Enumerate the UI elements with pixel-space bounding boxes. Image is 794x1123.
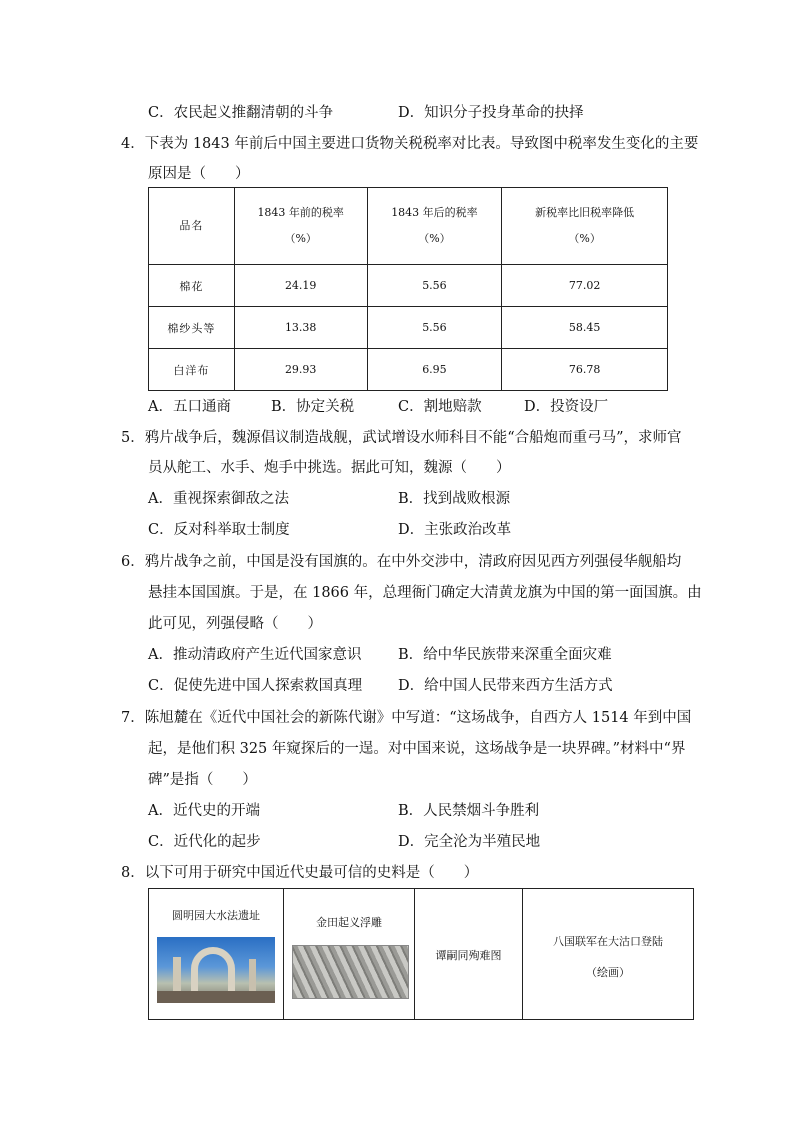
table-cell: 13.38 xyxy=(234,307,367,349)
table-cell-item: 白洋布 xyxy=(149,349,235,391)
header-cell xyxy=(234,188,367,265)
table-cell: 77.02 xyxy=(502,265,668,307)
ruins-photo xyxy=(157,937,275,1003)
q4-option-c: C．割地赔款 xyxy=(398,399,482,415)
tariff-table xyxy=(148,187,668,391)
q7-option-a: A．近代史的开端 xyxy=(148,803,260,819)
q6-option-c: C．促使先进中国人探索救国真理 xyxy=(148,678,363,694)
table-cell: 24.19 xyxy=(234,265,367,307)
table-cell-item: 棉纱头等 xyxy=(149,307,235,349)
q7-option-d: D．完全沦为半殖民地 xyxy=(398,834,541,850)
header-cell xyxy=(149,188,235,265)
header-unit: （%） xyxy=(568,232,601,245)
table-row xyxy=(149,349,668,391)
table-row xyxy=(149,265,668,307)
ruins-column xyxy=(249,959,256,993)
source-caption: 八国联军在大沽口登陆 xyxy=(553,935,663,948)
q6-stem-line2: 悬挂本国国旗。于是，在 1866 年，总理衙门确定大清黄龙旗为中国的第一面国旗。由 xyxy=(148,585,702,601)
table-cell: 29.93 xyxy=(234,349,367,391)
q3-option-c: C．农民起义推翻清朝的斗争 xyxy=(148,105,334,121)
header-cell xyxy=(367,188,502,265)
source-cell-landing xyxy=(523,889,693,1019)
source-caption: 圆明园大水法遗址 xyxy=(172,909,260,922)
q5-option-a: A．重视探索御敌之法 xyxy=(148,491,289,507)
ruins-arch xyxy=(191,947,235,991)
header-label: 品名 xyxy=(179,219,204,232)
source-note: （绘画） xyxy=(586,966,630,979)
table-cell: 5.56 xyxy=(367,307,502,349)
q5-option-d: D．主张政治改革 xyxy=(398,522,512,538)
q6-stem-line3: 此可见，列强侵略（ ） xyxy=(148,616,322,632)
q4-stem-line2: 原因是（ ） xyxy=(148,166,250,182)
q6-option-d: D．给中国人民带来西方生活方式 xyxy=(398,678,613,694)
q7-stem-line2: 起，是他们积 325 年窥探后的一逞。对中国来说，这场战争是一块界碑。”材料中“界 xyxy=(148,741,686,757)
header-label: 1843 年后的税率 xyxy=(391,206,478,219)
source-caption: 金田起义浮雕 xyxy=(316,916,382,929)
header-unit: （%） xyxy=(418,232,451,245)
q5-stem-line2: 员从舵工、水手、炮手中挑选。据此可知，魏源（ ） xyxy=(148,460,511,476)
ruins-rubble xyxy=(157,991,275,1003)
table-cell: 6.95 xyxy=(367,349,502,391)
source-cell-relief xyxy=(284,889,415,1019)
q7-stem-line3: 碑”是指（ ） xyxy=(148,772,257,788)
header-cell xyxy=(502,188,668,265)
relief-sculpture-image xyxy=(292,945,409,999)
q6-option-a: A．推动清政府产生近代国家意识 xyxy=(148,647,362,663)
source-cell-ruins xyxy=(149,889,284,1019)
table-cell-item: 棉花 xyxy=(149,265,235,307)
q4-option-d: D．投资设厂 xyxy=(524,399,609,415)
tariff-table-header-row xyxy=(149,188,668,265)
source-caption: 谭嗣同殉难图 xyxy=(435,949,502,962)
q4-stem-line1: 4．下表为 1843 年前后中国主要进口货物关税税率对比表。导致图中税率发生变化的主要 xyxy=(121,136,699,152)
historical-sources-table xyxy=(148,888,694,1020)
table-cell: 76.78 xyxy=(502,349,668,391)
q4-option-b: B．协定关税 xyxy=(271,399,355,415)
header-label: 1843 年前的税率 xyxy=(257,206,344,219)
table-row xyxy=(149,307,668,349)
q4-option-a: A．五口通商 xyxy=(148,399,231,415)
header-unit: （%） xyxy=(284,232,317,245)
table-cell: 58.45 xyxy=(502,307,668,349)
q3-option-d: D．知识分子投身革命的抉择 xyxy=(398,105,584,121)
q7-option-b: B．人民禁烟斗争胜利 xyxy=(398,803,540,819)
q5-option-c: C．反对科举取士制度 xyxy=(148,522,290,538)
ruins-column xyxy=(173,957,181,993)
q6-option-b: B．给中华民族带来深重全面灾难 xyxy=(398,647,612,663)
header-label: 新税率比旧税率降低 xyxy=(535,206,635,219)
q5-stem-line1: 5．鸦片战争后，魏源倡议制造战舰，武试增设水师科目不能“合船炮而重弓马”，求师官 xyxy=(121,430,682,446)
source-cell-painting xyxy=(415,889,523,1019)
q7-option-c: C．近代化的起步 xyxy=(148,834,261,850)
q5-option-b: B．找到战败根源 xyxy=(398,491,511,507)
table-cell: 5.56 xyxy=(367,265,502,307)
q7-stem-line1: 7．陈旭麓在《近代中国社会的新陈代谢》中写道：“这场战争，自西方人 1514 年到中国 xyxy=(121,710,692,726)
q8-stem: 8．以下可用于研究中国近代史最可信的史料是（ ） xyxy=(121,865,479,881)
q6-stem-line1: 6．鸦片战争之前，中国是没有国旗的。在中外交涉中，清政府因见西方列强侵华舰船均 xyxy=(121,554,682,570)
